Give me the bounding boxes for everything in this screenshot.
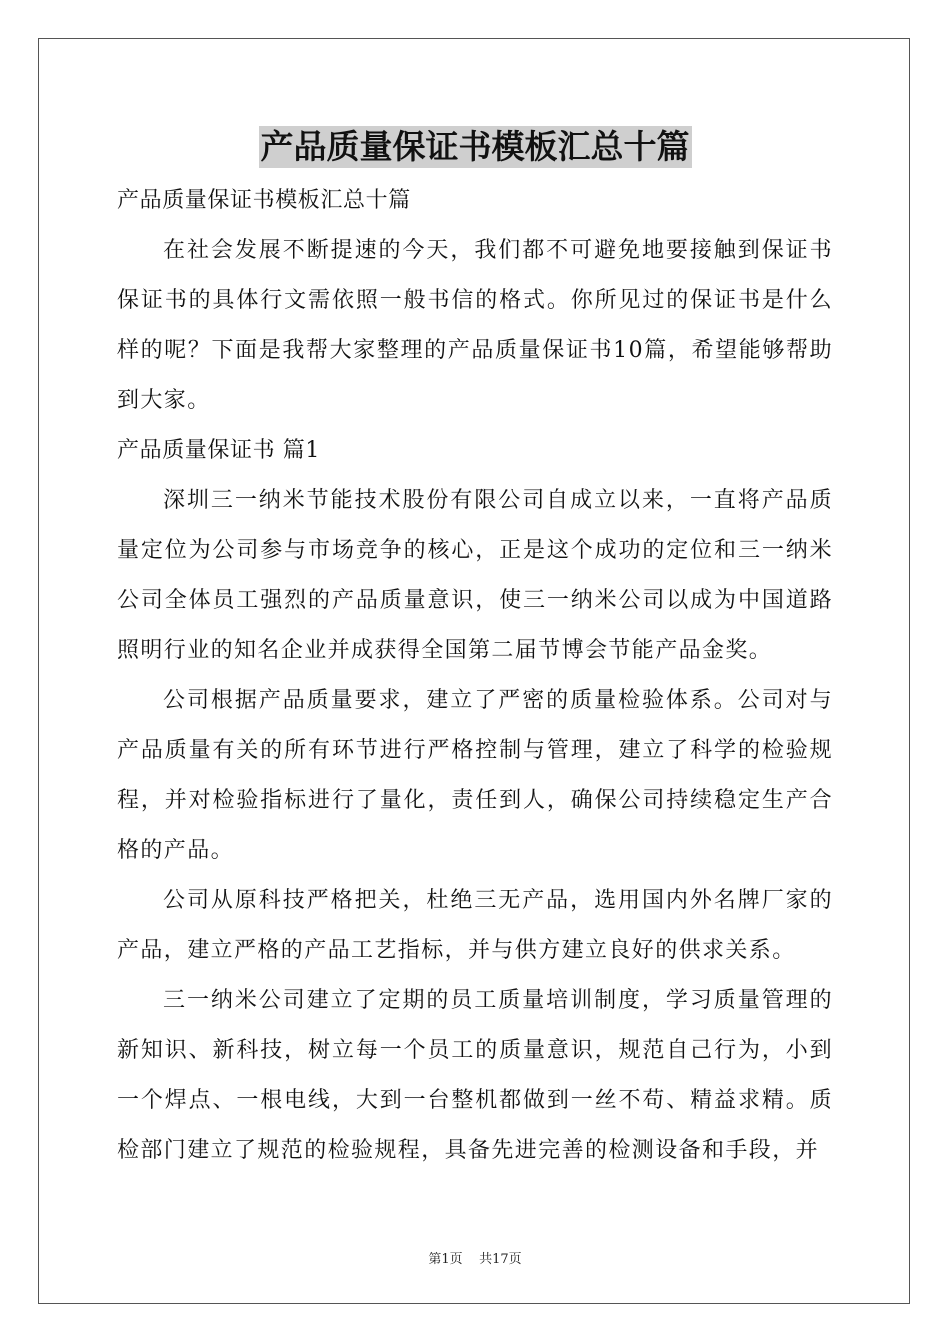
paragraph: 深圳三一纳米节能技术股份有限公司自成立以来，一直将产品质量定位为公司参与市场竞争的核心，正是这个成功的定位和三一纳米公司全体员工强烈的产品质量意识，使三一纳米公司以成为中国道路照明行业的知名企业并成获得全国第二届节博会节能产品金奖。 — [117, 488, 833, 663]
page-footer — [0, 1248, 950, 1267]
page-number-current: 第1页 — [428, 1252, 463, 1267]
paragraph: 公司根据产品质量要求，建立了严密的质量检验体系。公司对与产品质量有关的所有环节进行严格控制与管理，建立了科学的检验规程，并对检验指标进行了量化，责任到人，确保公司持续稳定生产合格的产品。 — [117, 688, 833, 863]
title-container — [0, 126, 950, 168]
paragraph-intro: 在社会发展不断提速的今天，我们都不可避免地要接触到保证书保证书的具体行文需依照一般书信的格式。你所见过的保证书是什么样的呢？下面是我帮大家整理的产品质量保证书10篇，希望能够帮助到大家。 — [117, 238, 833, 413]
page-number-total: 共17页 — [479, 1252, 522, 1267]
document-title: 产品质量保证书模板汇总十篇 — [260, 127, 690, 166]
document-subtitle: 产品质量保证书模板汇总十篇 — [117, 188, 411, 213]
document-body — [117, 176, 833, 1176]
paragraph: 三一纳米公司建立了定期的员工质量培训制度，学习质量管理的新知识、新科技，树立每一个员工的质量意识，规范自己行为，小到一个焊点、一根电线，大到一台整机都做到一丝不苟、精益求精。质检部门建立了规范的检验规程，具备先进完善的检测设备和手段，并 — [117, 988, 833, 1163]
paragraph: 公司从原科技严格把关，杜绝三无产品，选用国内外名牌厂家的产品，建立严格的产品工艺指标，并与供方建立良好的供求关系。 — [117, 888, 833, 963]
section-heading: 产品质量保证书 篇1 — [117, 438, 320, 463]
